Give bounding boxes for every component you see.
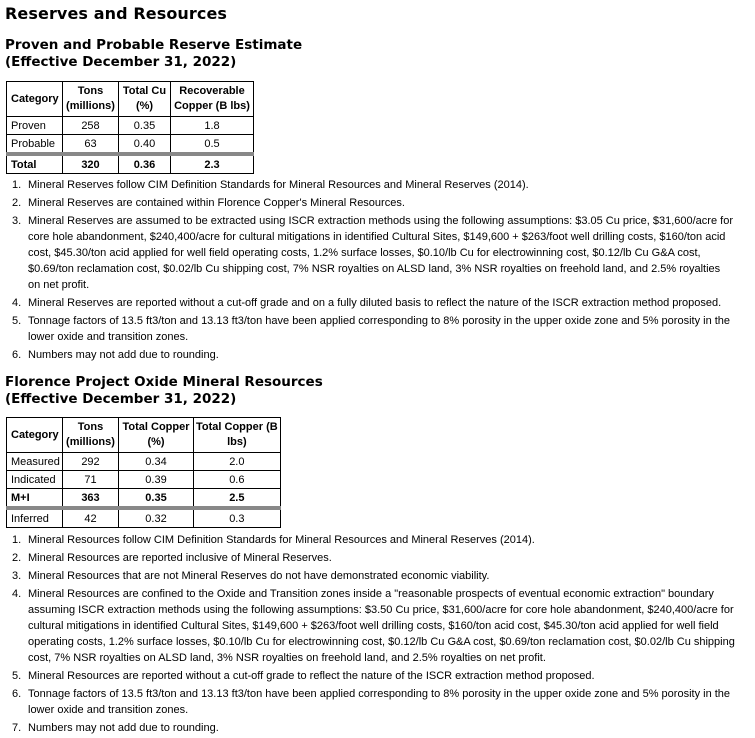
cell-copper: 0.5: [171, 135, 254, 155]
page-title: Reserves and Resources: [5, 4, 228, 23]
note-item: 3. Mineral Resources that are not Mineral Reserves do not have demonstrated economic viability.: [12, 570, 490, 582]
cell-cu: 0.39: [119, 471, 194, 489]
cell-cu: 0.40: [119, 135, 171, 155]
note-item: 1. Mineral Resources follow CIM Definition Standards for Mineral Resources and Mineral Reserves (2014).: [12, 534, 535, 546]
cell-copper: 1.8: [171, 117, 254, 135]
cell-category: M+I: [7, 489, 63, 509]
cell-cu: 0.34: [119, 453, 194, 471]
cell-copper: 2.3: [171, 154, 254, 174]
reserves-table: [6, 81, 254, 174]
cell-tons: 363: [63, 489, 119, 509]
cell-category: Proven: [7, 117, 63, 135]
reserves-table-header: [7, 82, 254, 117]
cell-copper: 2.5: [194, 489, 281, 509]
header-total-copper-lbs: Total Copper (B lbs): [194, 418, 281, 453]
reserves-title-line1: Proven and Probable Reserve Estimate: [5, 37, 303, 53]
cell-tons: 42: [63, 508, 119, 528]
cell-category: Probable: [7, 135, 63, 155]
cell-cu: 0.32: [119, 508, 194, 528]
note-item: 2. Mineral Resources are reported inclusive of Mineral Reserves.: [12, 552, 332, 564]
reserves-section-title: [5, 37, 302, 71]
total-row: [7, 154, 254, 174]
cell-category: Measured: [7, 453, 63, 471]
cell-tons: 320: [63, 154, 119, 174]
header-category: Category: [7, 418, 63, 453]
header-category: Category: [7, 82, 63, 117]
note-item: 6. Tonnage factors of 13.5 ft3/ton and 13.13 ft3/ton have been applied corresponding to 8% porosity in the upper oxide zone and 5% porosity in the lower oxide and transition zones.: [12, 688, 731, 716]
note-item: 4. Mineral Resources are confined to the Oxide and Transition zones inside a "reasonable prospects of eventual economic extraction" boundary assuming ISCR extraction methods using the following assumptions: $3.50 Cu price, $31,600/acre for core hole abandonment, $240,400/acre for cultural mitigations in identified Cultural Sites, $149,600 + $263/foot well drilling costs, $160/ton acid cost, $45.30/ton acid applied for well field operating costs, 1.2% surface losses, $0.10/lb Cu for electrowinning cost, $0.12/lb Cu G&A cost, $0.69/ton reclamation cost, $0.02/lb Cu shipping cost, 7% NSR royalties on ALSD land, 3% NSR royalties on freehold land, and 2.5% royalties on net profit.: [12, 588, 735, 664]
cell-tons: 71: [63, 471, 119, 489]
note-item: 6. Numbers may not add due to rounding.: [12, 349, 219, 361]
cell-category: Inferred: [7, 508, 63, 528]
header-tons: Tons (millions): [63, 418, 119, 453]
cell-cu: 0.35: [119, 489, 194, 509]
header-total-copper-pct: Total Copper (%): [119, 418, 194, 453]
resources-title-line1: Florence Project Oxide Mineral Resources: [5, 374, 323, 390]
resources-notes: [0, 532, 735, 738]
cell-tons: 63: [63, 135, 119, 155]
note-item: 5. Mineral Resources are reported without a cut-off grade to reflect the nature of the ISCR extraction method proposed.: [12, 670, 595, 682]
note-item: 2. Mineral Reserves are contained within Florence Copper's Mineral Resources.: [12, 197, 405, 209]
header-total-cu: Total Cu (%): [119, 82, 171, 117]
table-row: [7, 453, 281, 471]
cell-category: Total: [7, 154, 63, 174]
note-item: 3. Mineral Reserves are assumed to be extracted using ISCR extraction methods using the following assumptions: $3.05 Cu price, $31,600/acre for core hole abandonment, $240,400/acre for cultural mitigations in identified Cultural Sites, $149,600 + $263/foot well drilling costs, $160/ton acid cost, $45.30/ton acid applied for well field operating costs, 1.2% surface losses, $0.10/lb Cu for electrowinning cost, $0.12/lb Cu G&A cost, $0.69/ton reclamation cost, $0.02/lb Cu shipping cost, 7% NSR royalties on ALSD land, 3% NSR royalties on freehold land, and 2.5% royalties on net profit.: [12, 215, 733, 291]
cell-cu: 0.35: [119, 117, 171, 135]
cell-copper: 0.3: [194, 508, 281, 528]
cell-copper: 0.6: [194, 471, 281, 489]
cell-category: Indicated: [7, 471, 63, 489]
resources-section-title: [5, 374, 323, 408]
note-item: 1. Mineral Reserves follow CIM Definition Standards for Mineral Resources and Mineral Reserves (2014).: [12, 179, 529, 191]
table-row: [7, 471, 281, 489]
resources-title-line2: (Effective December 31, 2022): [5, 391, 237, 407]
subtotal-row: [7, 489, 281, 509]
table-row: [7, 117, 254, 135]
header-recoverable-copper: Recoverable Copper (B lbs): [171, 82, 254, 117]
header-tons: Tons (millions): [63, 82, 119, 117]
note-item: 5. Tonnage factors of 13.5 ft3/ton and 13.13 ft3/ton have been applied corresponding to 8% porosity in the upper oxide zone and 5% porosity in the lower oxide and transition zones.: [12, 315, 731, 343]
resources-table: [6, 417, 281, 528]
cell-copper: 2.0: [194, 453, 281, 471]
reserves-notes: [0, 177, 735, 365]
inferred-row: [7, 508, 281, 528]
cell-tons: 258: [63, 117, 119, 135]
note-item: 4. Mineral Reserves are reported without a cut-off grade and on a fully diluted basis to reflect the nature of the ISCR extraction method proposed.: [12, 297, 722, 309]
table-row: [7, 135, 254, 155]
cell-tons: 292: [63, 453, 119, 471]
note-item: 7. Numbers may not add due to rounding.: [12, 722, 219, 734]
resources-table-header: [7, 418, 281, 453]
reserves-title-line2: (Effective December 31, 2022): [5, 54, 237, 70]
cell-cu: 0.36: [119, 154, 171, 174]
